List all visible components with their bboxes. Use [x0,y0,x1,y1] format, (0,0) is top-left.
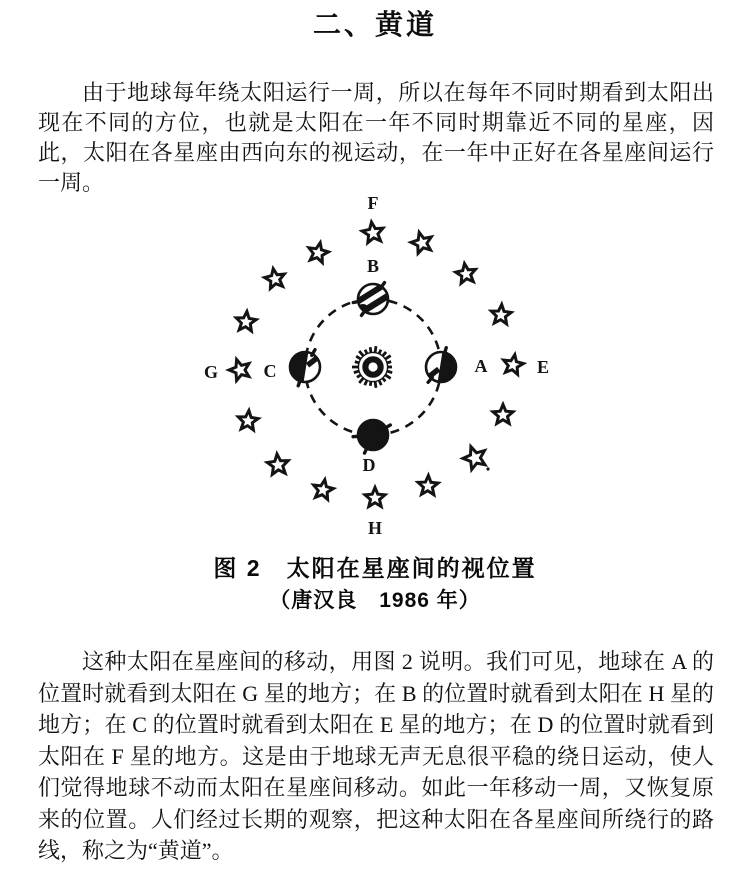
star-icon [238,411,258,431]
star-icon [314,480,334,500]
star-label-H: H [367,518,383,538]
position-label-D: D [362,455,376,475]
star-icon [418,476,438,495]
section-title: 二、黄道 [312,10,437,41]
star-icon [236,312,256,332]
star-label-E: E [536,357,550,377]
earth-position-A [424,348,487,388]
figure-caption: 图 2 太阳在星座间的视位置 [213,555,537,581]
star-icon [365,488,385,507]
earth-position-D [353,420,390,476]
star-icon [267,454,288,474]
star-icon [411,232,431,253]
paragraph-explanation: 这种太阳在星座间的移动，用图 2 说明。我们可见，地球在 A 的位置时就看到太阳在 G 星的地方；在 B 的位置时就看到太阳在 H 星的地方；在 C 的位置时就看到太阳在 E 星的地方；在 D 的位置时就看到太阳在 F 星的地方。这是由于地球无声无息很平稳的绕日运动，使人们觉得地球不动而太阳在星座间移动。如此一年移动一周，又恢复原来的位置。人们经过长期的观察，把这种太阳在各星座间所绕行的路线，称之为“黄道”。 [38,649,714,863]
star-icon [463,447,485,470]
star-label-F: F [367,195,379,213]
star-icon [491,305,511,324]
star-icon [309,243,329,263]
figure-source: （唐汉良 1986 年） [269,589,481,612]
star-icon [229,360,249,381]
star-icon [456,264,476,284]
figure-2-diagram [180,195,570,540]
position-label-C: C [263,361,277,381]
position-label-A: A [474,356,488,376]
star-label-G: G [203,362,219,382]
star-icon [493,405,513,424]
paragraph-intro: 由于地球每年绕太阳运行一周，所以在每年不同时期看到太阳出现在不同的方位，也就是太阳在一年不同时期靠近不同的星座，因此，太阳在各星座由西向东的视运动，在一年中正好在各星座间运行一周。 [38,80,714,195]
earth-position-B [353,256,392,316]
star-icon [504,355,524,375]
star-icon [265,269,285,289]
star-icon [362,222,383,243]
ink-speck [486,467,489,470]
position-label-B: B [366,256,380,276]
sun-icon [352,346,392,388]
earth-position-C [264,346,322,386]
